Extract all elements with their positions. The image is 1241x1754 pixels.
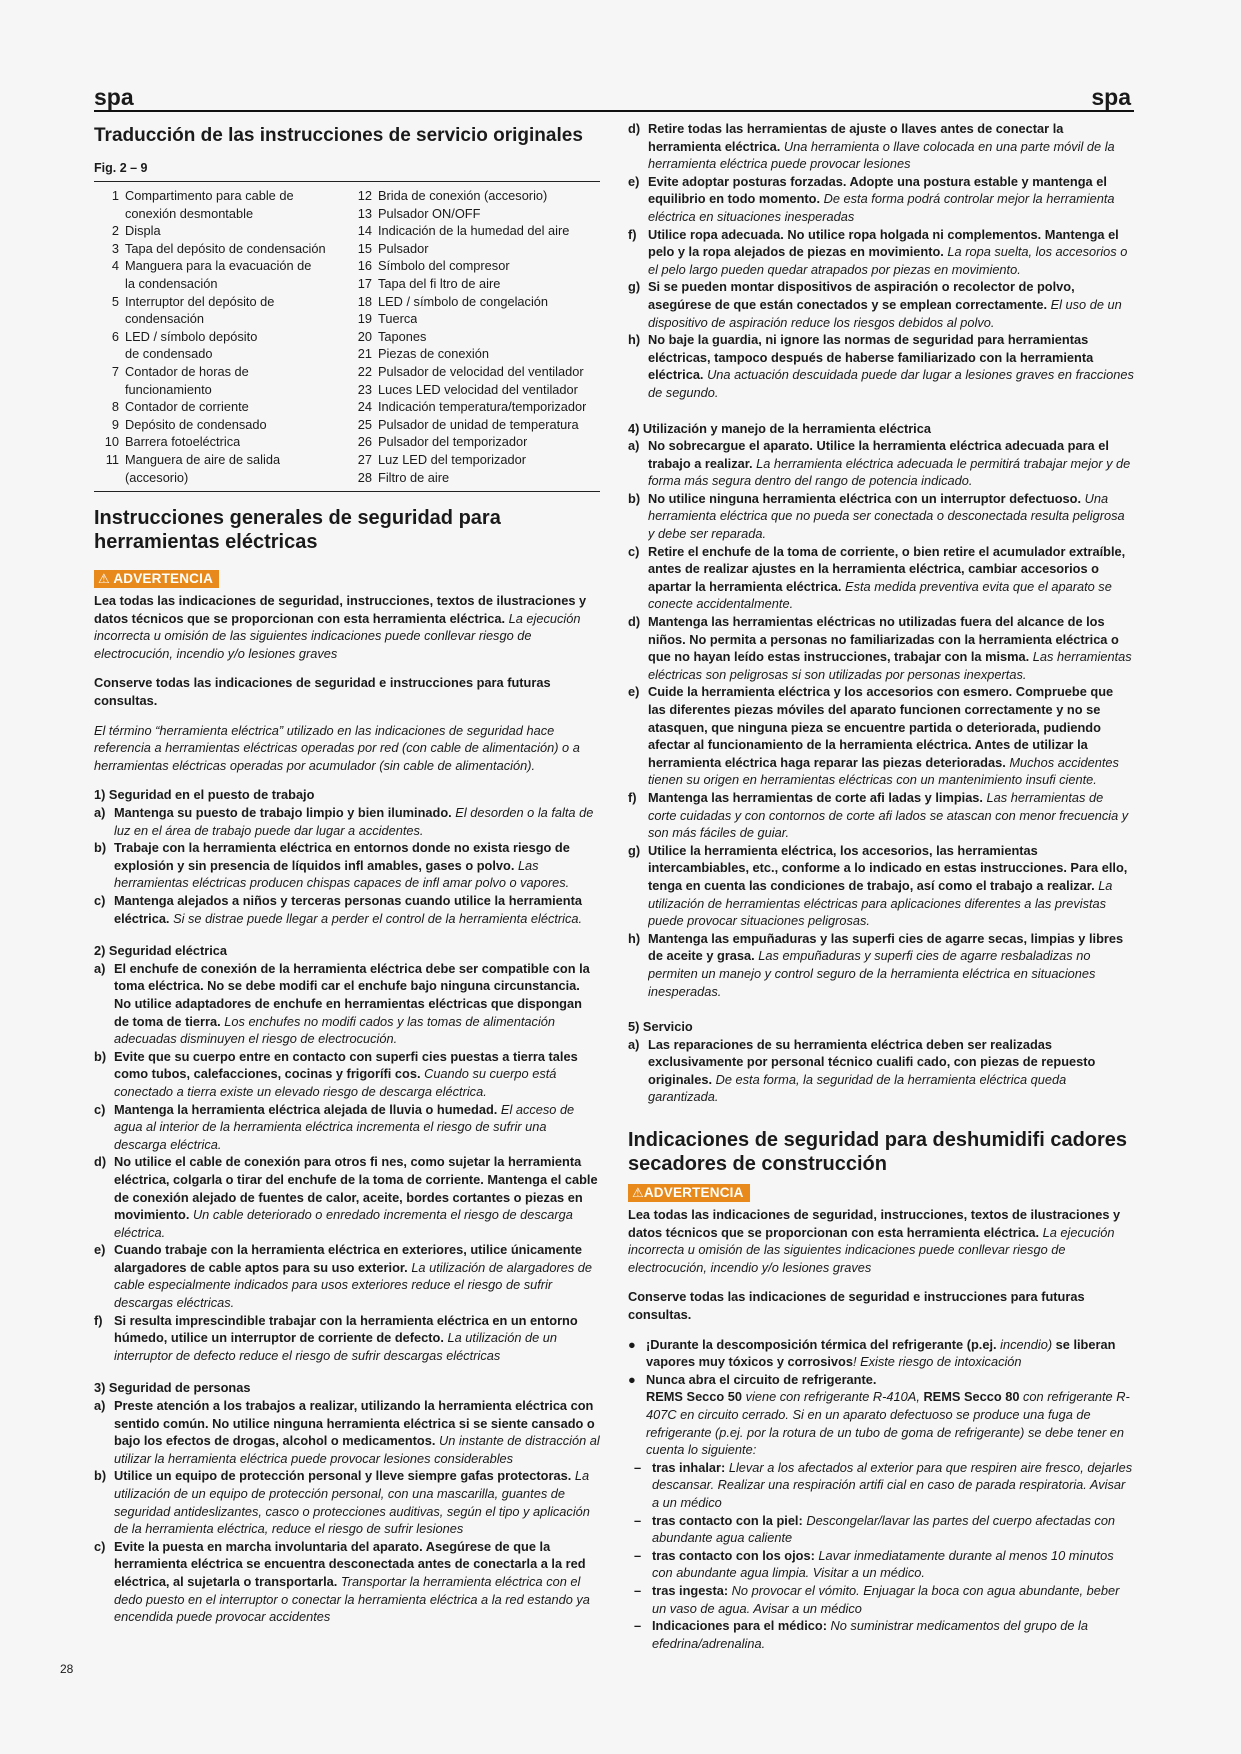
item-bold-text: Utilice un equipo de protección personal y lleve siempre gafas protectoras. — [114, 1468, 572, 1484]
legend-item — [94, 345, 347, 363]
section-2-items — [94, 960, 600, 1365]
item-italic-text: Un cable deteriorado o enredado incrementa el riesgo de descarga eléctrica. — [114, 1207, 573, 1240]
warning-badge — [94, 570, 219, 588]
first-aid-instruction: Descongelar/lavar las partes del cuerpo afectadas con abundante agua caliente — [652, 1512, 1116, 1546]
item-text — [114, 1153, 600, 1241]
legend-item — [347, 328, 600, 346]
legend-column-left — [94, 187, 347, 486]
item-bold-text: Retire todas las herramientas de ajuste o llaves antes de conectar la herramienta eléctrica. — [648, 121, 1064, 154]
item-letter: f) — [628, 226, 637, 242]
section-1-title: 1) Seguridad en el puesto de trabajo — [94, 787, 315, 803]
section-1-items — [94, 804, 600, 927]
safety-item — [628, 842, 1134, 930]
term-definition: El término “herramienta eléctrica” utilizado en las indicaciones de seguridad hace referencia a herramientas eléctricas operadas por red (con cable de alimentación) o a herramientas eléctricas operadas por acumulador (sin cable de alimentación). — [94, 722, 580, 773]
language-header-right: spa — [1091, 84, 1131, 110]
warning-label: ADVERTENCIA — [113, 571, 214, 587]
legend-text: Pulsador de velocidad del ventilador — [378, 363, 584, 379]
read-instructions-2: Lea todas las indicaciones de seguridad, instrucciones, textos de ilustraciones y datos técnicos que se proporcionan con esta herramienta eléctrica. La ejecución incorrecta u omisión de las siguientes indicaciones puede conllevar riesgo de electrocución, incendio y/o lesiones graves — [628, 1207, 1121, 1275]
safety-item — [628, 490, 1134, 543]
item-italic-text: Transportar la herramienta eléctrica con el dedo puesto en el interruptor o conectar la herramienta eléctrica a la red estando ya encendida puede provocar accidentes — [114, 1573, 590, 1625]
first-aid-item — [628, 1582, 1134, 1617]
legend-number: 10 — [104, 434, 119, 450]
legend-text: Barrera fotoeléctrica — [125, 434, 241, 450]
legend-number — [94, 310, 125, 328]
legend-number: 21 — [357, 346, 372, 362]
safety-item — [94, 1153, 600, 1241]
item-italic-text: Una herramienta o llave colocada en una parte móvil de la herramienta eléctrica puede provocar lesiones — [648, 138, 1115, 172]
item-bold-text: Mantenga las herramientas de corte afi ladas y limpias. — [648, 789, 983, 805]
first-aid-label: tras contacto con la piel: — [652, 1512, 803, 1528]
legend-number: 8 — [111, 399, 119, 415]
safety-item — [628, 1036, 1134, 1106]
first-aid-text — [652, 1547, 1134, 1582]
legend-text: Depósito de condensado — [125, 416, 267, 432]
item-italic-text: Si se distrae puede llegar a perder el control de la herramienta eléctrica. — [173, 910, 583, 926]
first-aid-item — [628, 1512, 1134, 1547]
legend-text: funcionamiento — [125, 381, 212, 397]
legend-text: de condensado — [125, 346, 213, 362]
first-aid-label: tras contacto con los ojos: — [652, 1547, 815, 1563]
safety-item — [94, 1467, 600, 1537]
section-5-items — [628, 1036, 1134, 1106]
first-aid-item — [628, 1617, 1134, 1652]
legend-number: 17 — [357, 275, 372, 291]
safety-item — [94, 1048, 600, 1101]
item-text — [648, 683, 1134, 789]
item-text — [648, 278, 1134, 331]
first-aid-label: tras ingesta: — [652, 1582, 729, 1598]
legend-item — [94, 451, 347, 469]
legend-number: 25 — [357, 416, 372, 432]
legend-item — [347, 381, 600, 399]
item-bold-text: Evite que su cuerpo entre en contacto con superfi cies puestas a tierra tales como tubos, calefacciones, cocinas y frigorífi cos. — [114, 1048, 578, 1082]
item-text — [648, 120, 1134, 173]
item-text — [648, 842, 1134, 930]
item-text — [648, 437, 1134, 490]
first-aid-instruction: Llevar a los afectados al exterior para que respiren aire fresco, dejarles descansar. Realizar una respiración artifi cial en caso de parada respiratoria. Avisar a un médico — [652, 1459, 1133, 1510]
legend-number — [94, 205, 125, 223]
legend-number: 3 — [111, 240, 119, 256]
item-letter: b) — [94, 1048, 107, 1064]
item-text — [648, 930, 1134, 1000]
item-italic-text: La utilización de alargadores de cable especialmente indicados para usos exteriores reduce el riesgo de sufrir descargas eléctricas. — [114, 1259, 593, 1311]
item-letter: b) — [94, 1468, 107, 1484]
legend-item — [347, 451, 600, 469]
legend-text: Contador de horas de — [125, 363, 249, 379]
legend-item — [94, 275, 347, 293]
item-letter: e) — [628, 173, 640, 189]
bullet-refrigerant-circuit: ● Nunca abra el circuito de refrigerante. REMS Secco 50 viene con refrigerante R-410A, REMS Secco 80 con refrigerante R-407C en circuito cerrado. Si en un aparato defectuoso se produce una fuga de refrigerante (p.ej. por la rotura de un tubo de goma de refrigerante) se debe tener en cuenta lo siguiente: — [628, 1371, 1130, 1458]
bullet-refrigerant-decomposition: ● ¡Durante la descomposición térmica del refrigerante (p.ej. incendio) se liberan vapores muy tóxicos y corrosivos! Existe riesgo de intoxicación — [628, 1336, 1116, 1370]
item-letter: g) — [628, 842, 641, 858]
item-text — [648, 490, 1134, 543]
legend-number: 1 — [111, 188, 119, 203]
legend-item — [94, 205, 347, 223]
legend-item — [94, 398, 347, 416]
item-letter: g) — [628, 279, 641, 295]
first-aid-item — [628, 1459, 1134, 1512]
first-aid-item — [628, 1547, 1134, 1582]
item-text — [114, 960, 600, 1048]
item-text — [648, 331, 1134, 401]
legend-text: condensación — [125, 311, 204, 327]
first-aid-instruction: No suministrar medicamentos del grupo de la efedrina/adrenalina. — [652, 1618, 1088, 1651]
item-italic-text: La utilización de herramientas eléctricas para aplicaciones diferentes a las previstas puede provocar situaciones peligrosas. — [648, 877, 1113, 929]
legend-item — [347, 275, 600, 293]
legend-number: 20 — [357, 328, 372, 344]
item-letter: f) — [94, 1312, 103, 1328]
item-letter: c) — [628, 543, 640, 559]
item-letter: e) — [94, 1242, 106, 1258]
item-letter: c) — [94, 1538, 106, 1554]
item-bold-text: Trabaje con la herramienta eléctrica en entornos donde no exista riesgo de explosión y sin presencia de líquidos infl amables, gases o polvo. — [114, 840, 570, 873]
legend-item — [347, 205, 600, 223]
legend-number: 9 — [111, 416, 119, 432]
safety-item — [628, 278, 1134, 331]
legend-number — [94, 381, 125, 399]
item-letter: d) — [94, 1154, 107, 1170]
first-aid-instruction: No provocar el vómito. Enjuagar la boca con agua abundante, beber un vaso de agua. Avisar a un médico — [652, 1582, 1120, 1616]
legend-text: Manguera para la evacuación de — [125, 258, 312, 274]
item-italic-text: La ropa suelta, los accesorios o el pelo largo pueden quedar atrapados por piezas en movimiento. — [648, 244, 1128, 277]
legend-text: Filtro de aire — [378, 469, 450, 485]
legend-number — [94, 345, 125, 363]
item-italic-text: De esta forma, la seguridad de la herramienta eléctrica queda garantizada. — [648, 1071, 1067, 1105]
item-text — [114, 892, 600, 927]
safety-item — [94, 960, 600, 1048]
warning-triangle-icon: ⚠ — [98, 571, 110, 587]
legend-text: Pulsador ON/OFF — [378, 205, 481, 221]
warning-badge-2 — [628, 1184, 750, 1202]
item-text — [114, 1312, 600, 1365]
legend-item — [347, 293, 600, 311]
legend-item — [347, 363, 600, 381]
first-aid-text — [652, 1617, 1134, 1652]
legend-text: LED / símbolo de congelación — [378, 293, 549, 309]
item-bold-text: El enchufe de conexión de la herramienta eléctrica debe ser compatible con la toma eléctrica. No se debe modifi car el enchufe bajo ninguna circunstancia. No utilice adaptadores de enchufe en herramientas eléctricas que dispongan de toma de tierra. — [114, 960, 590, 1029]
item-italic-text: La utilización de un interruptor de defecto reduce el riesgo de sufrir descargas eléctricas — [114, 1330, 558, 1363]
safety-item — [628, 437, 1134, 490]
legend-text: Pulsador — [378, 240, 429, 256]
item-letter: d) — [628, 121, 641, 136]
legend-item — [347, 187, 600, 205]
item-letter: b) — [628, 490, 641, 506]
bullet-icon: ● — [628, 1371, 636, 1387]
item-bold-text: No baje la guardia, ni ignore las normas de seguridad para herramientas eléctricas, tampoco después de haberse familiarizado con la herramienta eléctrica. — [648, 332, 1094, 383]
figure-legend — [94, 182, 600, 491]
item-italic-text: Los enchufes no modifi cados y las tomas de alimentación adecuadas disminuyen el riesgo de electrocución. — [114, 1013, 556, 1047]
legend-item — [94, 293, 347, 311]
item-bold-text: Si resulta imprescindible trabajar con la herramienta eléctrica en un entorno húmedo, utilice un interruptor de corriente de defecto. — [114, 1312, 578, 1346]
section-3-title: 3) Seguridad de personas — [94, 1380, 251, 1396]
page-number: 28 — [60, 1662, 74, 1676]
legend-number: 4 — [111, 258, 119, 274]
item-text — [114, 1241, 600, 1311]
legend-item — [94, 381, 347, 399]
legend-text: Pulsador de unidad de temperatura — [378, 416, 579, 432]
legend-number: 24 — [357, 399, 372, 415]
legend-number: 15 — [357, 240, 372, 256]
legend-number: 14 — [357, 223, 372, 239]
legend-number: 18 — [357, 293, 372, 309]
item-italic-text: La herramienta eléctrica adecuada le permitirá trabajar mejor y de forma más segura dentro del rango de potencia indicado. — [648, 455, 1131, 489]
legend-item — [347, 240, 600, 258]
item-italic-text: El uso de un dispositivo de aspiración reduce los riesgos debidos al polvo. — [648, 296, 1122, 330]
legend-text: Contador de corriente — [125, 399, 249, 415]
legend-number: 5 — [111, 293, 119, 309]
legend-item — [347, 433, 600, 451]
item-bold-text: Evite la puesta en marcha involuntaria del aparato. Asegúrese de que la herramienta eléctrica se encuentra desconectada antes de conectarla a la red eléctrica, al sujetarla o transportarla. — [114, 1538, 586, 1589]
legend-text: Displa — [125, 223, 161, 239]
legend-number: 23 — [357, 381, 372, 397]
section-3-continued — [628, 120, 1134, 402]
item-text — [648, 613, 1134, 683]
legend-item — [94, 257, 347, 275]
legend-item — [347, 345, 600, 363]
first-aid-text — [652, 1459, 1134, 1512]
safety-item — [94, 839, 600, 892]
item-bold-text: No utilice ninguna herramienta eléctrica con un interruptor defectuoso. — [648, 490, 1082, 506]
page-title: Traducción de las instrucciones de servicio originales — [94, 125, 583, 146]
warning-label-2: ADVERTENCIA — [643, 1185, 744, 1201]
legend-item — [347, 222, 600, 240]
legend-text: Compartimento para cable de — [125, 188, 294, 203]
safety-item — [628, 226, 1134, 279]
item-italic-text: El acceso de agua al interior de la herramienta eléctrica incrementa el riesgo de sufrir una descarga eléctrica. — [114, 1101, 575, 1152]
legend-number: 11 — [105, 451, 119, 467]
legend-number: 22 — [357, 363, 372, 379]
legend-item — [94, 222, 347, 240]
item-italic-text: Esta medida preventiva evita que el aparato se conecte accidentalmente. — [648, 578, 1112, 612]
item-text — [648, 789, 1134, 842]
item-bold-text: Preste atención a los trabajos a realizar, utilizando la herramienta eléctrica con sentido común. No utilice ninguna herramienta eléctrica si se siente cansado o bajo los efectos de drogas, alcohol o medicamentos. — [114, 1398, 595, 1449]
keep-instructions-2: Conserve todas las indicaciones de seguridad e instrucciones para futuras consultas. — [628, 1289, 1085, 1323]
legend-number: 27 — [357, 451, 372, 467]
legend-text: Luces LED velocidad del ventilador — [378, 381, 578, 397]
legend-item — [347, 310, 600, 328]
item-bold-text: Mantenga la herramienta eléctrica alejada de lluvia o humedad. — [114, 1101, 498, 1117]
legend-text: LED / símbolo depósito — [125, 328, 258, 344]
item-letter: c) — [94, 1101, 106, 1117]
legend-text: Símbolo del compresor — [378, 258, 510, 274]
dash-marker: – — [634, 1582, 642, 1598]
legend-number: 28 — [357, 469, 372, 485]
item-letter: a) — [628, 1036, 640, 1052]
item-italic-text: De esta forma podrá controlar mejor la herramienta eléctrica en situaciones inesperadas — [648, 191, 1115, 224]
section-5-title: 5) Servicio — [628, 1019, 693, 1035]
legend-text: Manguera de aire de salida — [125, 451, 281, 467]
legend-number: 26 — [357, 434, 372, 450]
item-italic-text: Una actuación descuidada puede dar lugar a lesiones graves en fracciones de segundo. — [648, 367, 1134, 400]
dehumidifier-safety-title: Indicaciones de seguridad para deshumidifi cadores secadores de construcción — [628, 1129, 1128, 1176]
item-letter: b) — [94, 840, 107, 856]
safety-item — [628, 173, 1134, 226]
header-rule — [94, 110, 1134, 112]
item-text — [648, 543, 1134, 613]
item-italic-text: Muchos accidentes tienen su origen en herramientas eléctricas con un mantenimiento insufi ciente. — [648, 754, 1119, 788]
item-letter: h) — [628, 332, 641, 348]
safety-item — [94, 1312, 600, 1365]
legend-number: 13 — [357, 205, 372, 221]
item-letter: a) — [94, 1398, 106, 1414]
item-bold-text: Utilice la herramienta eléctrica, los accesorios, las herramientas intercambiables, etc., conforme a lo indicado en estas instrucciones. Para ello, tenga en cuenta las condiciones de trabajo, así como el trabajo a realizar. — [648, 842, 1128, 893]
item-bold-text: Utilice ropa adecuada. No utilice ropa holgada ni complementos. Mantenga el pelo y la ropa alejados de piezas en movimiento. — [648, 226, 1119, 260]
legend-text: Piezas de conexión — [378, 346, 489, 362]
item-text — [114, 1467, 600, 1537]
legend-text: Brida de conexión (accesorio) — [378, 188, 548, 203]
bullet-icon: ● — [628, 1336, 636, 1352]
item-bold-text: Mantenga las empuñaduras y las superfi cies de agarre secas, limpias y libres de aceite y grasa. — [648, 930, 1124, 964]
item-text — [114, 839, 600, 892]
item-italic-text: Las empuñaduras y superfi cies de agarre resbaladizas no permiten un manejo y control seguro de la herramienta eléctrica en situaciones inesperadas. — [648, 948, 1096, 999]
legend-text: Pulsador del temporizador — [378, 434, 528, 450]
section-3-items — [94, 1397, 600, 1626]
first-aid-instruction: Lavar inmediatamente durante al menos 10 minutos con abundante agua limpia. Visitar a un médico. — [652, 1547, 1114, 1581]
legend-text: Indicación de la humedad del aire — [378, 223, 570, 239]
item-letter: h) — [628, 930, 641, 946]
legend-item — [94, 240, 347, 258]
item-text — [114, 804, 600, 839]
legend-number — [94, 275, 125, 293]
item-bold-text: No utilice el cable de conexión para otros fi nes, como sujetar la herramienta eléctrica, colgarla o tirar del enchufe de la toma de corriente. Mantenga el cable de conexión alejado de fuentes de calor, aceite, bordes cortantes o piezas en movimiento. — [114, 1154, 598, 1223]
item-letter: e) — [628, 684, 640, 700]
legend-item — [94, 433, 347, 451]
item-bold-text: Mantenga alejados a niños y terceras personas cuando utilice la herramienta eléctrica. — [114, 893, 582, 926]
item-text — [648, 226, 1134, 279]
item-italic-text: Las herramientas eléctricas producen chispas capaces de infl amar polvo o vapores. — [114, 857, 570, 891]
safety-item — [94, 1101, 600, 1154]
dash-marker: – — [634, 1547, 642, 1563]
legend-item — [94, 363, 347, 381]
legend-number: 12 — [357, 188, 372, 203]
safety-item — [628, 120, 1134, 173]
legend-text: conexión desmontable — [125, 205, 254, 221]
item-italic-text: El desorden o la falta de luz en el área de trabajo puede dar lugar a accidentes. — [114, 805, 594, 838]
item-bold-text: Evite adoptar posturas forzadas. Adopte una postura estable y mantenga el equilibrio en todo momento. — [648, 173, 1107, 207]
dash-marker: – — [634, 1512, 642, 1528]
legend-item — [94, 416, 347, 434]
figure-label: Fig. 2 – 9 — [94, 161, 148, 175]
item-letter: d) — [628, 614, 641, 630]
legend-number: 7 — [111, 363, 119, 379]
item-bold-text: Mantenga las herramientas eléctricas no utilizadas fuera del alcance de los niños. No permita a personas no familiarizadas con la herramienta eléctrica o que no hayan leído estas instrucciones, trabajar con la misma. — [648, 614, 1119, 665]
item-italic-text: Las herramientas de corte cuidadas y con contornos de corte afi lados se atascan con menor frecuencia y son más fáciles de guiar. — [648, 789, 1129, 841]
safety-item — [628, 331, 1134, 401]
item-italic-text: Cuando su cuerpo está conectado a tierra existe un elevado riesgo de descarga eléctrica. — [114, 1066, 557, 1099]
right-column — [628, 120, 1134, 1652]
legend-number — [94, 469, 125, 487]
legend-column-right — [347, 187, 600, 486]
first-aid-text — [652, 1512, 1134, 1547]
item-text — [114, 1397, 600, 1467]
keep-instructions: Conserve todas las indicaciones de seguridad e instrucciones para futuras consultas. — [94, 675, 551, 709]
legend-text: la condensación — [125, 275, 218, 291]
legend-number: 19 — [357, 311, 372, 327]
section-4-title: 4) Utilización y manejo de la herramienta eléctrica — [628, 420, 931, 436]
language-header-left: spa — [94, 84, 134, 110]
safety-item — [94, 1397, 600, 1467]
item-letter: a) — [94, 960, 106, 976]
item-letter: a) — [628, 438, 640, 454]
first-aid-label: tras inhalar: — [652, 1459, 726, 1475]
item-bold-text: Retire el enchufe de la toma de corriente, o bien retire el acumulador extraíble, antes de realizar ajustes en la herramienta eléctrica, cambiar accesorios o apartar la herramienta eléctrica. — [648, 543, 1126, 594]
dash-marker: – — [634, 1459, 642, 1475]
left-column — [94, 120, 600, 1626]
legend-number: 16 — [357, 258, 372, 274]
legend-number: 2 — [111, 223, 119, 239]
first-aid-list — [628, 1459, 1134, 1653]
item-italic-text: Un instante de distracción al utilizar la herramienta eléctrica puede provocar lesiones considerables — [114, 1433, 600, 1466]
legend-item — [94, 187, 347, 205]
legend-text: Tuerca — [378, 311, 418, 327]
legend-item — [94, 469, 347, 487]
legend-number: 6 — [111, 328, 119, 344]
section-2-title: 2) Seguridad eléctrica — [94, 943, 227, 959]
safety-item — [94, 892, 600, 927]
item-text — [114, 1048, 600, 1101]
legend-item — [347, 469, 600, 487]
item-italic-text: Una herramienta eléctrica que no pueda ser conectada o desconectada resulta peligrosa y debe ser reparada. — [648, 490, 1125, 542]
legend-item — [347, 257, 600, 275]
item-bold-text: Cuando trabaje con la herramienta eléctrica en exteriores, utilice únicamente alargadores de cable aptos para su uso exterior. — [114, 1242, 582, 1275]
legend-text: Tapones — [378, 328, 427, 344]
safety-item — [628, 613, 1134, 683]
item-text — [114, 1101, 600, 1154]
general-safety-title: Instrucciones generales de seguridad para herramientas eléctricas — [94, 507, 501, 554]
first-aid-label: Indicaciones para el médico: — [652, 1618, 827, 1634]
item-text — [648, 173, 1134, 226]
item-letter: c) — [94, 893, 106, 908]
item-letter: f) — [628, 789, 637, 805]
section-4-items — [628, 437, 1134, 1000]
item-text — [648, 1036, 1134, 1106]
legend-text: Tapa del depósito de condensación — [125, 240, 326, 256]
item-letter: a) — [94, 805, 106, 821]
legend-text: Interruptor del depósito de — [125, 293, 275, 309]
safety-item — [94, 1538, 600, 1626]
item-italic-text: La utilización de un equipo de protección personal, con una mascarilla, guantes de seguridad antideslizantes, casco o protecciones auditivas, según el tipo y aplicación de la herramienta eléctrica, reduce el riesgo de sufrir lesiones — [114, 1468, 590, 1537]
item-bold-text: No sobrecargue el aparato. Utilice la herramienta eléctrica adecuada para el trabajo a realizar. — [648, 438, 1109, 471]
item-italic-text: Las herramientas eléctricas son peligrosas si son utilizadas por personas inexpertas. — [648, 649, 1132, 682]
first-aid-text — [652, 1582, 1134, 1617]
item-text — [114, 1538, 600, 1626]
item-bold-text: Cuide la herramienta eléctrica y los accesorios con esmero. Compruebe que las diferentes piezas móviles del aparato funcionen correctamente y no se atasquen, que ninguna pieza se encuentre partida o deteriorada, pudiendo afectar al funcionamiento de la herramienta eléctrica. Antes de utilizar la herramienta eléctrica haga reparar las piezas deterioradas. — [648, 684, 1114, 770]
legend-item — [347, 398, 600, 416]
legend-item — [94, 310, 347, 328]
safety-item — [628, 789, 1134, 842]
legend-item — [347, 416, 600, 434]
safety-item — [628, 543, 1134, 613]
safety-item — [628, 683, 1134, 789]
item-bold-text: Mantenga su puesto de trabajo limpio y bien iluminado. — [114, 805, 452, 821]
legend-text: Tapa del fi ltro de aire — [378, 275, 501, 291]
legend-text: Indicación temperatura/temporizador — [378, 399, 587, 415]
item-bold-text: Las reparaciones de su herramienta eléctrica deben ser realizadas exclusivamente por personal técnico cualifi cado, con piezas de repuesto originales. — [648, 1036, 1096, 1087]
legend-item — [94, 328, 347, 346]
safety-item — [94, 1241, 600, 1311]
legend-text: Luz LED del temporizador — [378, 451, 526, 467]
safety-item — [628, 930, 1134, 1000]
legend-text: (accesorio) — [125, 469, 189, 485]
read-instructions: Lea todas las indicaciones de seguridad, instrucciones, textos de ilustraciones y datos técnicos que se proporcionan con esta herramienta eléctrica. La ejecución incorrecta u omisión de las siguientes indicaciones puede conllevar riesgo de electrocución, incendio y/o lesiones graves — [94, 593, 587, 661]
safety-item — [94, 804, 600, 839]
warning-triangle-icon: ⚠ — [632, 1185, 644, 1201]
dash-marker: – — [634, 1618, 642, 1634]
item-bold-text: Si se pueden montar dispositivos de aspiración o recolector de polvo, asegúrese de que están conectados y se emplean correctamente. — [648, 279, 1075, 312]
